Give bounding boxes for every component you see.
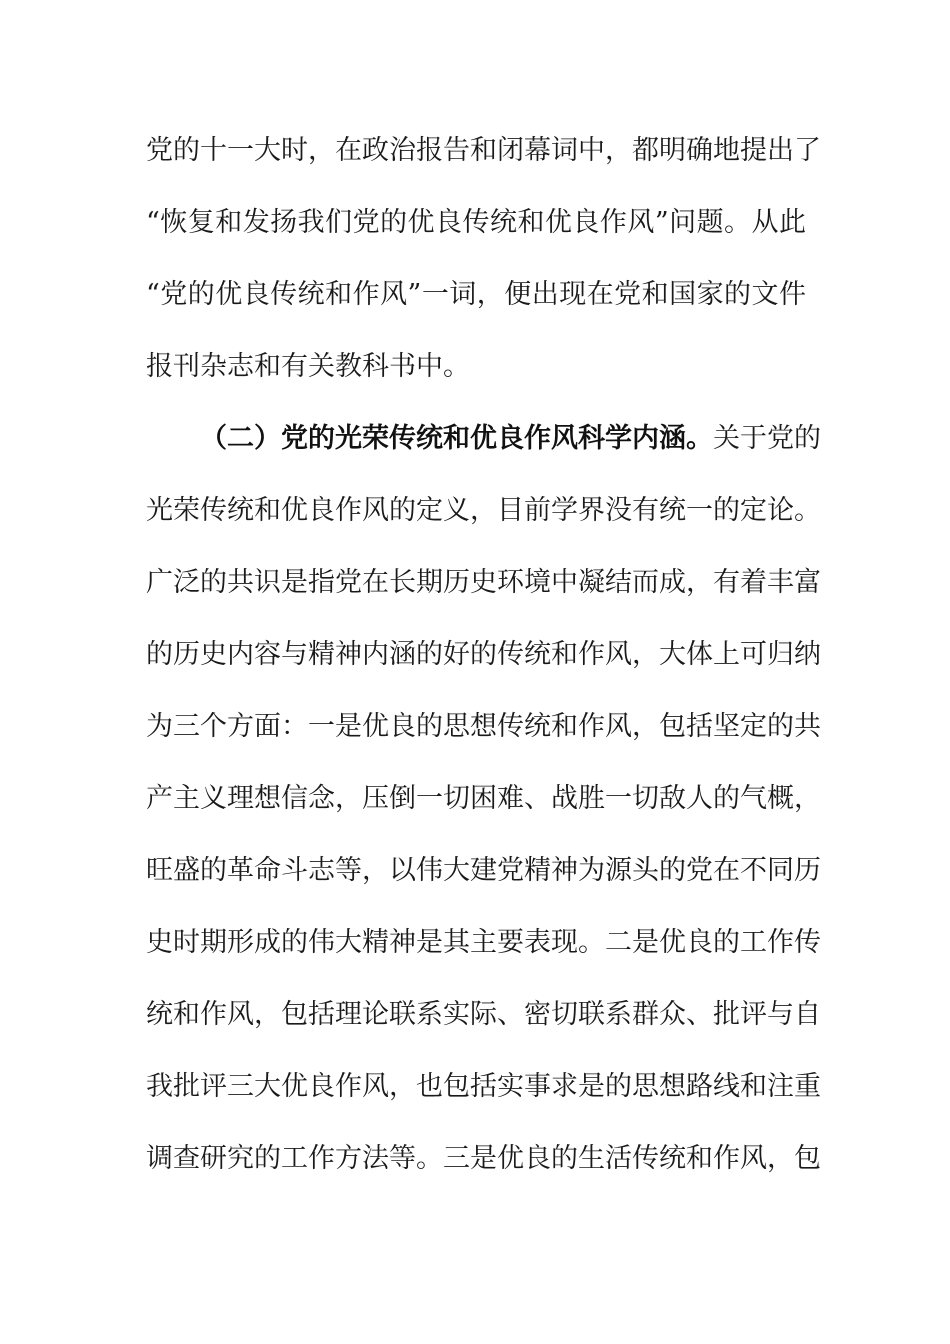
paragraph-line: 党的十一大时，在政治报告和闭幕词中，都明确地提出了 bbox=[146, 135, 821, 166]
paragraph-line: 光荣传统和优良作风的定义，目前学界没有统一的定论。 bbox=[146, 495, 821, 526]
paragraph-line: “党的优良传统和作风”一词，便出现在党和国家的文件 bbox=[146, 279, 806, 310]
paragraph-line: 统和作风，包括理论联系实际、密切联系群众、批评与自 bbox=[146, 999, 821, 1030]
paragraph-line: 的历史内容与精神内涵的好的传统和作风，大体上可归纳 bbox=[146, 639, 821, 670]
paragraph-line: “恢复和发扬我们党的优良传统和优良作风”问题。从此 bbox=[146, 207, 806, 238]
paragraph-line: 广泛的共识是指党在长期历史环境中凝结而成，有着丰富 bbox=[146, 567, 821, 598]
paragraph-line: 调查研究的工作方法等。三是优良的生活传统和作风，包 bbox=[146, 1143, 821, 1174]
paragraph-line: 为三个方面：一是优良的思想传统和作风，包括坚定的共 bbox=[146, 711, 821, 742]
paragraph-line: 旺盛的革命斗志等，以伟大建党精神为源头的党在不同历 bbox=[146, 855, 821, 886]
paragraph-line: 产主义理想信念，压倒一切困难、战胜一切敌人的气概， bbox=[146, 783, 821, 814]
paragraph-line: 我批评三大优良作风，也包括实事求是的思想路线和注重 bbox=[146, 1071, 821, 1102]
section-heading-tail: 关于党的 bbox=[713, 423, 821, 454]
section-heading-line bbox=[200, 419, 821, 459]
paragraph-line: 报刊杂志和有关教科书中。 bbox=[146, 351, 470, 382]
paragraph-line: 史时期形成的伟大精神是其主要表现。二是优良的工作传 bbox=[146, 927, 821, 958]
section-heading: （二）党的光荣传统和优良作风科学内涵。 bbox=[200, 423, 713, 454]
